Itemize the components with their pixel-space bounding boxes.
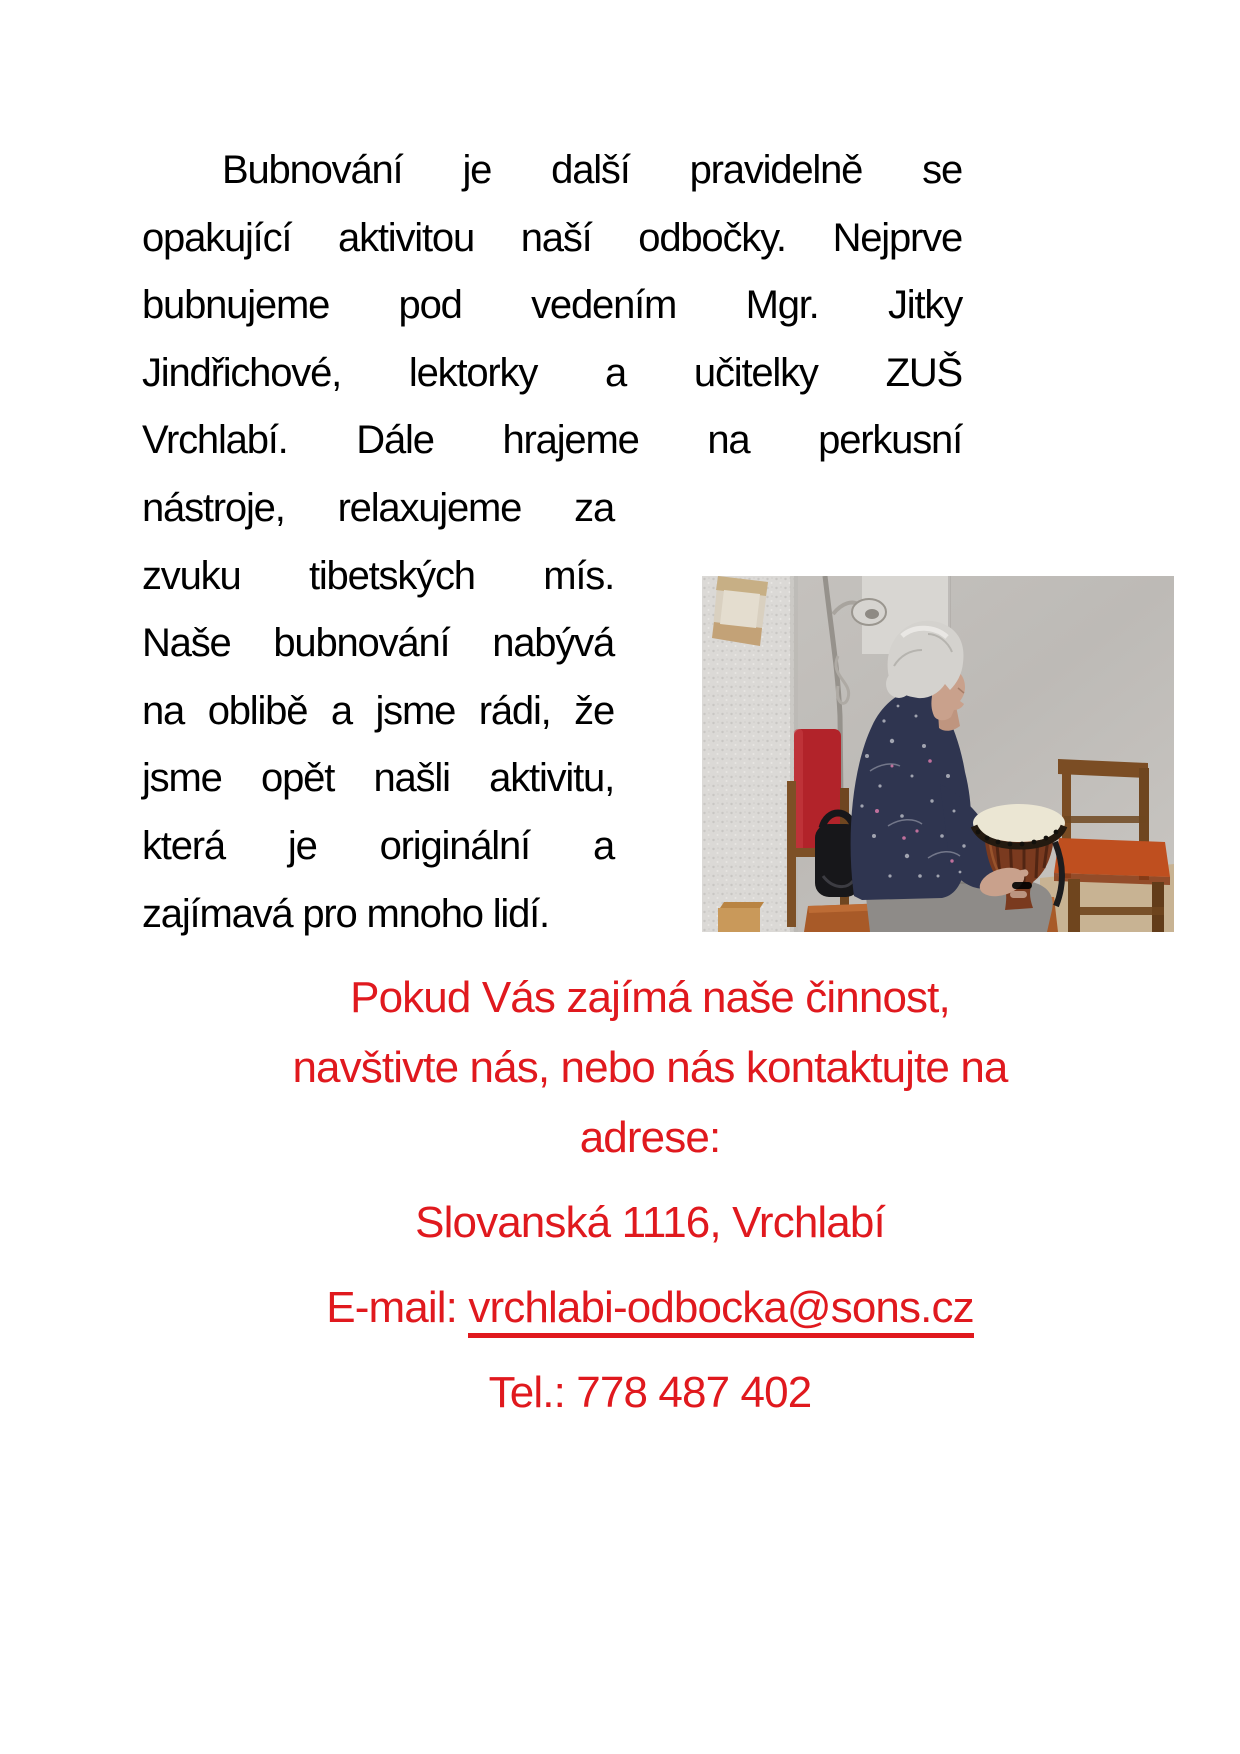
contact-phone: Tel.: 778 487 402 (488, 1368, 812, 1417)
contact-email-line (142, 1273, 1158, 1343)
paragraph-line: Bubnování je další pravidelně se (222, 148, 962, 192)
contact-address: Slovanská 1116, Vrchlabí (415, 1198, 885, 1247)
photo-woman-drumming (702, 576, 1174, 932)
email-label: E-mail: (326, 1283, 458, 1332)
contact-block (142, 963, 1158, 1428)
paragraph-line: opakující aktivitou naší odbočky. Nejprve (142, 215, 962, 260)
paragraph-line: bubnujeme pod vedením Mgr. Jitky (142, 283, 962, 328)
paragraph-line: Naše bubnování nabývá (142, 621, 614, 666)
paragraph-line: nástroje, relaxujeme za (142, 485, 614, 530)
contact-intro-line-1: Pokud Vás zajímá naše činnost, (350, 973, 950, 1022)
photo-picture-frame (712, 576, 768, 646)
paragraph-line: zajímavá pro mnoho lidí. (142, 891, 549, 936)
paragraph-line: zvuku tibetských mís. (142, 553, 614, 598)
contact-intro-line-2: navštivte nás, nebo nás kontaktujte na (292, 1043, 1008, 1092)
email-link[interactable]: vrchlabi-odbocka@sons.cz (468, 1283, 973, 1338)
paragraph-line: Vrchlabí. Dále hrajeme na perkusní (142, 418, 962, 463)
paragraph-line: jsme opět našli aktivitu, (142, 756, 614, 801)
contact-intro-line-3: adrese: (579, 1113, 721, 1162)
paragraph-line: Jindřichové, lektorky a učitelky ZUŠ (142, 350, 962, 395)
paragraph-line: která je originální a (142, 823, 614, 868)
paragraph-line: na oblibě a jsme rádi, že (142, 688, 614, 733)
photo-wood-block (718, 902, 764, 932)
